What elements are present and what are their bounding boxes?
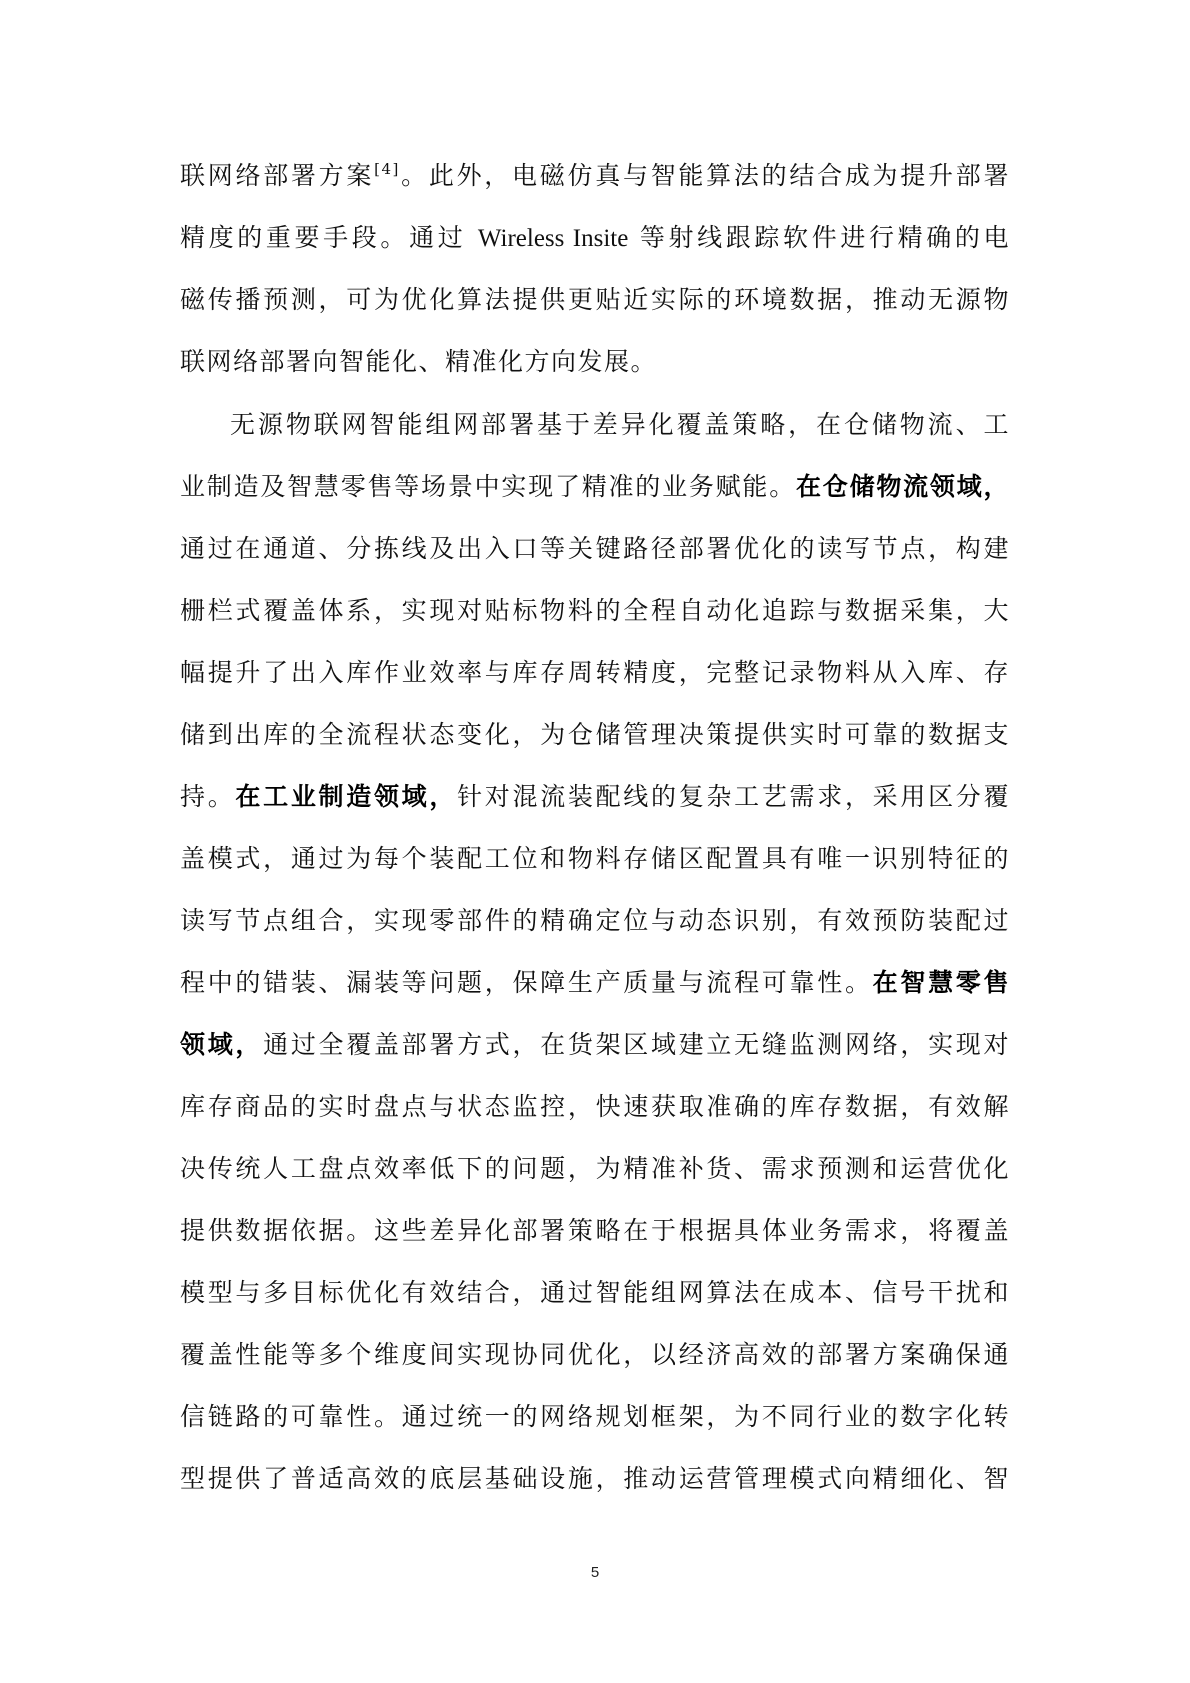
text-line: 联网络部署方案[4]。此外，电磁仿真与智能算法的结合成为提升部署: [180, 160, 1010, 190]
paragraph-2: [180, 394, 1010, 1510]
paragraph-1: [180, 145, 1010, 393]
text-line: 精度的重要手段。通过 Wireless Insite 等射线跟踪软件进行精确的电: [180, 223, 1010, 252]
page-number: 5: [590, 1564, 600, 1581]
text-line: 信链路的可靠性。通过统一的网络规划框架，为不同行业的数字化转: [180, 1402, 1010, 1431]
citation-superscript: [4]: [374, 160, 400, 178]
bold-heading-warehouse: 在仓储物流领域，: [796, 472, 1010, 501]
bold-heading-retail: 在智慧零售: [872, 968, 1010, 997]
text-line: 库存商品的实时盘点与状态监控，快速获取准确的库存数据，有效解: [180, 1092, 1010, 1121]
text-line: 型提供了普适高效的底层基础设施，推动运营管理模式向精细化、智: [180, 1464, 1010, 1493]
software-name: Wireless Insite: [477, 225, 629, 252]
text-line: 覆盖性能等多个维度间实现协同优化，以经济高效的部署方案确保通: [180, 1340, 1010, 1369]
text-line: 幅提升了出入库作业效率与库存周转精度，完整记录物料从入库、存: [180, 658, 1010, 687]
text-line: 程中的错装、漏装等问题，保障生产质量与流程可靠性。在智慧零售: [180, 968, 1010, 997]
text-line: 栅栏式覆盖体系，实现对贴标物料的全程自动化追踪与数据采集，大: [180, 596, 1010, 625]
text-line: 决传统人工盘点效率低下的问题，为精准补货、需求预测和运营优化: [180, 1154, 1010, 1183]
text-line: 提供数据依据。这些差异化部署策略在于根据具体业务需求，将覆盖: [180, 1216, 1010, 1245]
text-line: 业制造及智慧零售等场景中实现了精准的业务赋能。在仓储物流领域，: [180, 472, 1010, 501]
text-line: 磁传播预测，可为优化算法提供更贴近实际的环境数据，推动无源物: [180, 285, 1010, 314]
text-line: 通过在通道、分拣线及出入口等关键路径部署优化的读写节点，构建: [180, 534, 1010, 563]
text-line: 储到出库的全流程状态变化，为仓储管理决策提供实时可靠的数据支: [180, 720, 1010, 749]
bold-heading-manufacturing: 在工业制造领域，: [235, 782, 458, 811]
text-line: 盖模式，通过为每个装配工位和物料存储区配置具有唯一识别特征的: [180, 844, 1010, 873]
text-line: 领域，通过全覆盖部署方式，在货架区域建立无缝监测网络，实现对: [180, 1030, 1010, 1059]
text-line: 读写节点组合，实现零部件的精确定位与动态识别，有效预防装配过: [180, 906, 1010, 935]
text-line: 无源物联网智能组网部署基于差异化覆盖策略，在仓储物流、工: [230, 410, 1010, 439]
bold-heading-retail-cont: 领域，: [180, 1030, 264, 1059]
text-line: 模型与多目标优化有效结合，通过智能组网算法在成本、信号干扰和: [180, 1278, 1010, 1307]
text-line: 联网络部署向智能化、精准化方向发展。: [180, 347, 658, 376]
text-line: 持。在工业制造领域，针对混流装配线的复杂工艺需求，采用区分覆: [180, 782, 1010, 811]
